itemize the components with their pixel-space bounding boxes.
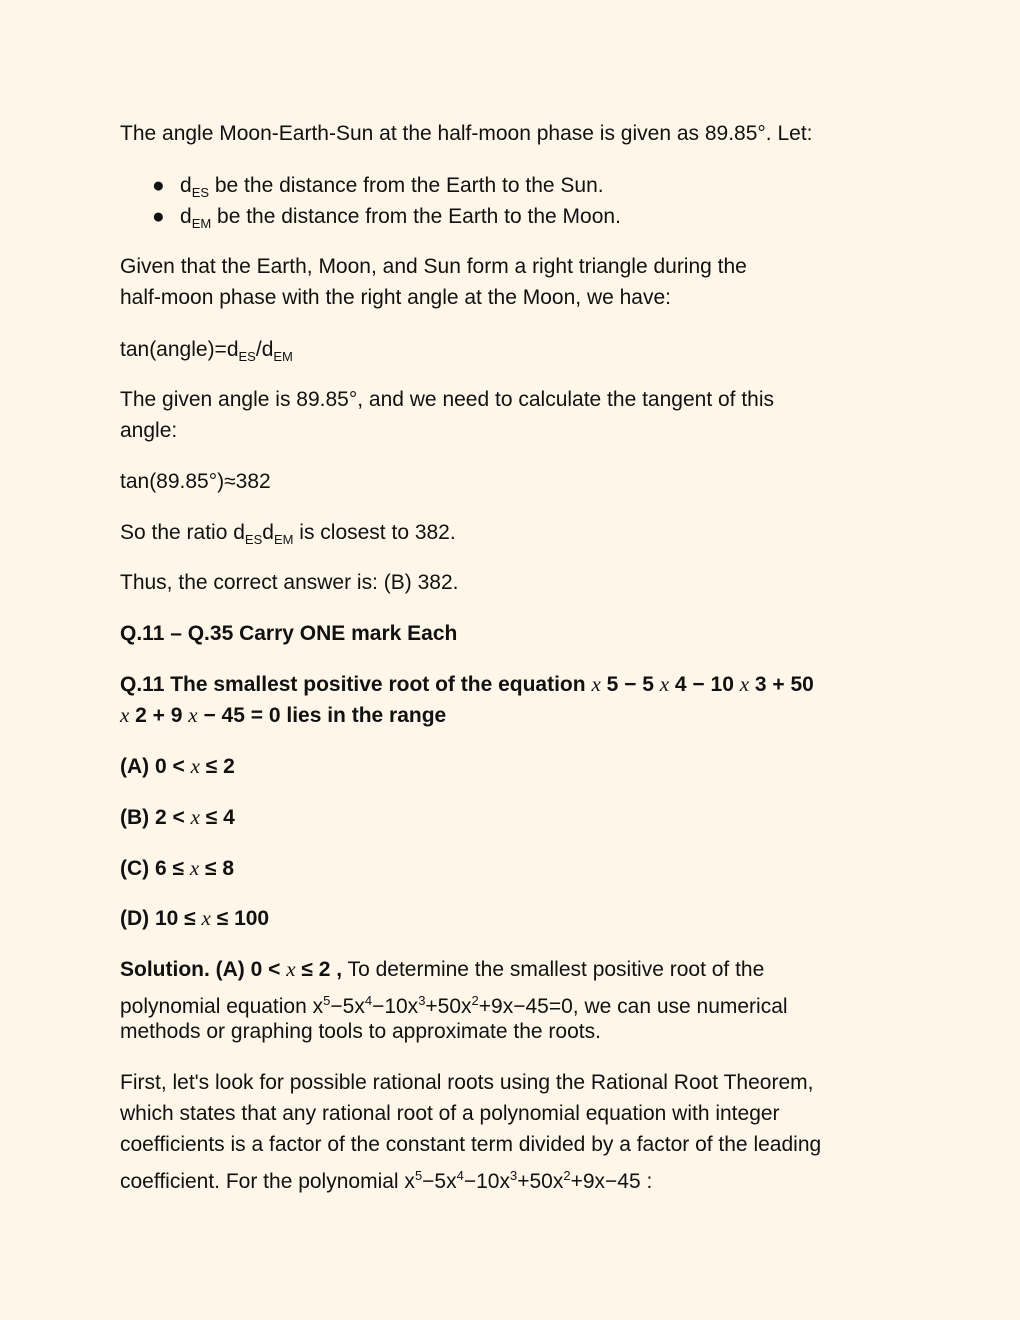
text-run: Solution. (A) 0 <	[120, 958, 287, 981]
superscript: 3	[418, 993, 426, 1008]
text-run: is closest to 382.	[293, 521, 456, 544]
paragraph-intro	[120, 118, 813, 149]
text-line	[120, 384, 774, 415]
paragraph-option-b	[120, 802, 235, 833]
text-line	[120, 415, 774, 446]
text-run: be the distance from the Earth to the Sun.	[209, 174, 604, 197]
text-run: Q.11 – Q.35 Carry ONE mark Each	[120, 622, 458, 645]
math-variable: x	[286, 957, 296, 981]
text-run: The given angle is 89.85°, and we need to calculate the tangent of this	[120, 388, 775, 411]
paragraph-given-angle	[120, 384, 774, 446]
superscript: 3	[509, 1168, 518, 1183]
text-line	[120, 517, 456, 548]
text-run: half-moon phase with the right angle at the Moon, we have:	[120, 286, 672, 309]
text-line	[120, 118, 813, 149]
subscript: ES	[238, 349, 256, 364]
math-variable: x	[591, 672, 601, 696]
text-run: be the distance from the Earth to the Moon.	[211, 205, 621, 228]
paragraph-tan-formula	[120, 334, 293, 365]
text-line	[120, 1016, 788, 1047]
text-run: (C) 6 ≤	[120, 857, 190, 880]
superscript: 2	[563, 1168, 571, 1183]
paragraph-tan-value	[120, 466, 271, 497]
superscript: 2	[471, 993, 479, 1008]
text-run: ≤ 2 ,	[295, 958, 343, 981]
text-run: −5x	[330, 995, 365, 1018]
text-run: −5x	[422, 1170, 457, 1193]
text-run: (B) 2 <	[120, 806, 191, 829]
text-run: angle:	[120, 419, 178, 442]
math-variable: x	[189, 856, 200, 880]
paragraph-option-a	[120, 751, 235, 782]
text-line	[120, 282, 747, 313]
superscript: 5	[323, 993, 331, 1008]
subscript: ES	[244, 532, 263, 547]
text-run: /d	[255, 338, 274, 361]
text-run: +9x−45 :	[570, 1170, 653, 1193]
text-line	[120, 853, 234, 884]
bullet-icon: ●	[152, 174, 165, 197]
text-line	[120, 567, 458, 598]
text-run: First, let's look for possible rational roots using the Rational Root Theorem,	[120, 1071, 814, 1094]
text-run: +50x	[425, 995, 472, 1018]
math-variable: x	[120, 703, 130, 727]
text-line	[120, 334, 293, 365]
paragraph-solution	[120, 954, 788, 1047]
text-run: polynomial equation x	[120, 995, 324, 1018]
text-run: ≤ 4	[199, 806, 235, 829]
math-variable: x	[188, 703, 198, 727]
paragraph-question-11	[120, 669, 814, 731]
text-run: 2 + 9	[129, 704, 189, 727]
text-run: Thus, the correct answer is: (B) 382.	[120, 571, 459, 594]
bullet-text	[180, 201, 621, 232]
text-line	[120, 985, 788, 1016]
text-line	[120, 802, 235, 833]
paragraph-answer	[120, 567, 458, 598]
text-line	[120, 618, 457, 649]
text-line	[120, 669, 814, 700]
text-line	[120, 903, 269, 934]
text-run: To determine the smallest positive root of the	[342, 958, 765, 981]
subscript: ES	[191, 185, 210, 200]
text-run: So the ratio d	[120, 521, 245, 544]
math-variable: x	[190, 754, 200, 778]
text-line	[120, 700, 814, 731]
bullet-text	[180, 170, 604, 201]
text-line	[120, 251, 747, 282]
text-run: d	[180, 205, 192, 228]
text-line	[120, 751, 235, 782]
text-line	[120, 1067, 821, 1098]
text-run: Given that the Earth, Moon, and Sun form a right triangle during the	[120, 255, 747, 278]
superscript: 4	[364, 993, 373, 1008]
text-run: The angle Moon-Earth-Sun at the half-moon phase is given as 89.85°. Let:	[120, 122, 813, 145]
paragraph-right-triangle	[120, 251, 747, 313]
text-run: +9x−45=0, we can use numerical	[478, 995, 788, 1018]
paragraph-option-d	[120, 903, 269, 934]
text-line	[120, 1098, 821, 1129]
text-run: +50x	[517, 1170, 564, 1193]
paragraph-option-c	[120, 853, 234, 884]
math-variable: x	[659, 672, 670, 696]
text-run: d	[180, 174, 192, 197]
paragraph-section-heading	[120, 618, 457, 649]
text-run: ≤ 8	[199, 857, 235, 880]
paragraph-rational-root	[120, 1067, 821, 1191]
superscript: 4	[456, 1168, 464, 1183]
text-run: −10x	[372, 995, 419, 1018]
text-line	[180, 201, 621, 232]
text-run: ≤ 100	[210, 907, 270, 930]
text-run: Q.11 The smallest positive root of the equation	[120, 673, 592, 696]
text-run: −10x	[463, 1170, 510, 1193]
bullet-icon: ●	[152, 205, 165, 228]
superscript: 5	[414, 1168, 423, 1183]
text-run: ≤ 2	[199, 755, 235, 778]
text-run: 5 − 5	[600, 673, 660, 696]
text-line	[120, 466, 271, 497]
text-run: methods or graphing tools to approximate the roots.	[120, 1020, 601, 1043]
math-variable: x	[201, 906, 211, 930]
text-run: d	[262, 521, 274, 544]
text-line	[120, 954, 788, 985]
text-run: coefficients is a factor of the constant term divided by a factor of the leading	[120, 1133, 822, 1156]
subscript: EM	[273, 349, 293, 364]
text-run: (A) 0 <	[120, 755, 191, 778]
text-line	[120, 1160, 821, 1191]
text-run: − 45 = 0 lies in the range	[197, 704, 447, 727]
subscript: EM	[273, 532, 294, 547]
text-line	[120, 1129, 821, 1160]
math-variable: x	[190, 805, 200, 829]
text-run: which states that any rational root of a polynomial equation with integer	[120, 1102, 780, 1125]
subscript: EM	[191, 216, 212, 231]
text-line	[180, 170, 604, 201]
text-run: tan(89.85°)≈382	[120, 470, 271, 493]
text-run: 4 − 10	[669, 673, 740, 696]
text-run: coefficient. For the polynomial x	[120, 1170, 415, 1193]
text-run: 3 + 50	[749, 673, 814, 696]
math-variable: x	[739, 672, 750, 696]
text-run: tan(angle)=d	[120, 338, 239, 361]
text-run: (D) 10 ≤	[120, 907, 202, 930]
paragraph-ratio	[120, 517, 456, 548]
